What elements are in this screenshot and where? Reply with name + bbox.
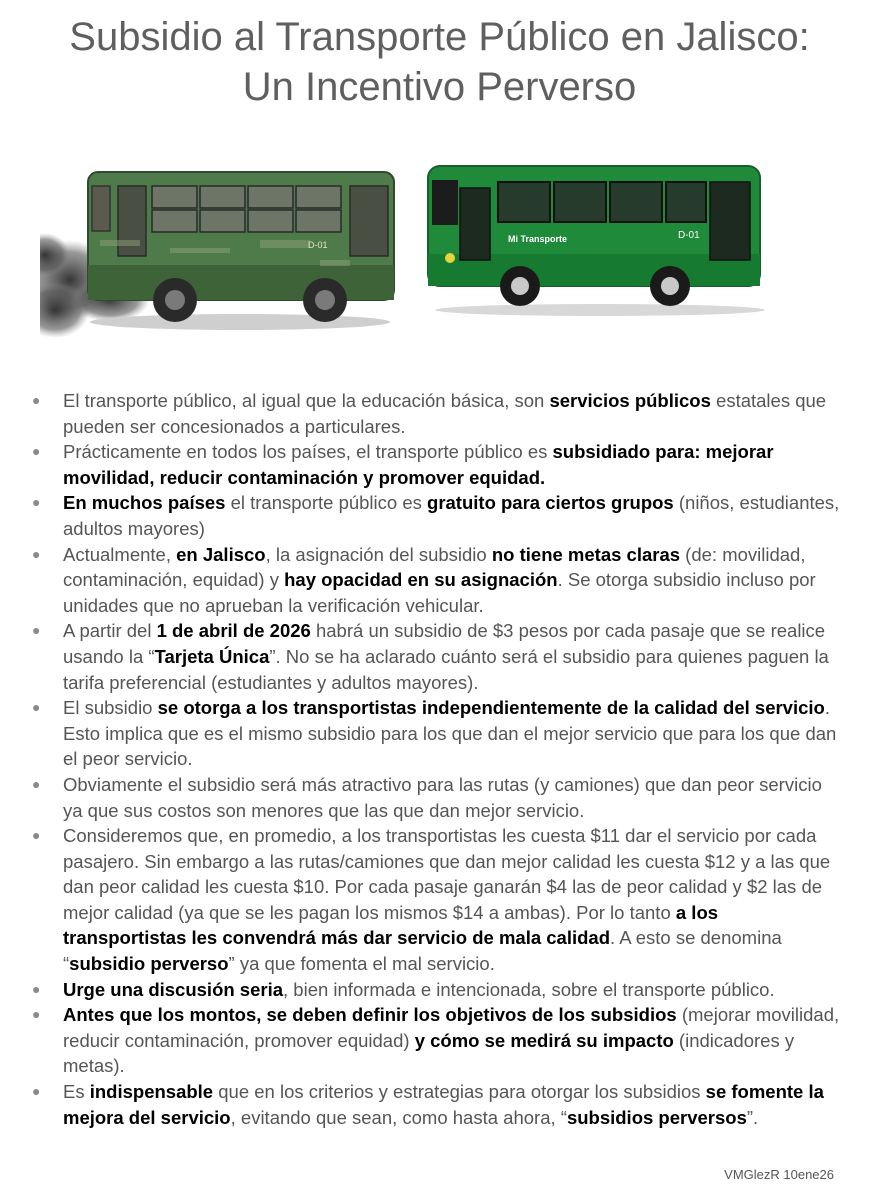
- text-segment: . A esto se denomina “: [63, 927, 782, 975]
- bullet-item: [30, 823, 845, 977]
- bold-text: subsidio perverso: [69, 953, 229, 975]
- bus-brand-label: Mi Transporte: [508, 234, 568, 244]
- text-segment: . Esto implica que es el mismo subsidio para los que dan el mejor servicio que para los que dan el peor servicio.: [63, 697, 837, 770]
- bold-text: 1 de abril de 2026: [156, 620, 311, 642]
- text-segment: (de: movilidad, contaminación, equidad) y: [63, 543, 806, 591]
- text-segment: . Se otorga subsidio incluso por unidades que no aprueban la verificación vehicular.: [63, 569, 816, 616]
- text-segment: Es: [63, 1081, 90, 1103]
- text-segment: El subsidio: [63, 697, 158, 719]
- text-segment: ”. No se ha aclarado cuánto será el subsidio para quienes paguen la tarifa preferencial (estudiantes y adultos mayores).: [63, 645, 829, 693]
- bold-text: gratuito para ciertos grupos: [427, 492, 674, 514]
- bold-text: subsidiado para: mejorar movilidad, reducir contaminación y promover equidad.: [63, 441, 774, 488]
- text-segment: (mejorar movilidad, reducir contaminación, promover equidad): [63, 1004, 840, 1051]
- text-segment: El transporte público, al igual que la educación básica, son: [63, 390, 550, 411]
- bold-text: Antes que los montos, se deben definir los objetivos de los subsidios: [63, 1004, 677, 1026]
- text-segment: Consideremos que, en promedio, a los transportistas les cuesta $11 dar el servicio por cada pasajero. Sin embargo a las rutas/camiones que dan mejor calidad les cuesta $12 y a las que dan peor calidad les cuesta $10. Por cada pasaje ganarán $4 las de peor calidad y $2 las de mejor calidad (ya que se les pagan los mismos $14 a ambas). Por lo tanto: [63, 825, 831, 923]
- bullet-item: [30, 695, 845, 772]
- bus-route-label: D-01: [678, 230, 700, 241]
- text-segment: el transporte público es: [225, 492, 428, 514]
- bold-text: servicios públicos: [549, 390, 711, 411]
- text-segment: Obviamente el subsidio será más atractivo para las rutas (y camiones) que dan peor servicio ya que sus costos son menores que las que dan mejor servicio.: [63, 773, 822, 821]
- bullet-item: [30, 1079, 845, 1130]
- text-segment: , evitando que sean, como hasta ahora, “: [230, 1106, 567, 1128]
- text-segment: Prácticamente en todos los países, el transporte público es: [63, 441, 553, 463]
- bold-text: indispensable: [89, 1081, 214, 1103]
- bullet-item: [30, 490, 845, 541]
- bullet-item: [30, 1002, 845, 1079]
- text-segment: ”.: [746, 1106, 759, 1128]
- bullet-item: [30, 439, 845, 490]
- bold-text: no tiene metas claras: [491, 543, 681, 565]
- page-title: [0, 12, 879, 112]
- author-credit: VMGlezR 10ene26: [724, 1167, 834, 1182]
- text-segment: (niños, estudiantes, adultos mayores): [63, 492, 840, 539]
- text-segment: habrá un subsidio de $3 pesos por cada pasaje que se realice usando la “: [63, 620, 826, 667]
- svg-text:D-01: D-01: [308, 240, 328, 250]
- text-segment: ” ya que fomenta el mal servicio.: [228, 953, 495, 975]
- bullet-item: [30, 618, 845, 695]
- bold-text: en Jalisco: [176, 543, 266, 565]
- bold-text: a los transportistas les convendrá más dar servicio de mala calidad: [63, 901, 719, 949]
- title-line-1: Subsidio al Transporte Público en Jalisco:: [69, 15, 810, 59]
- bold-text: y cómo se medirá su impacto: [414, 1029, 674, 1051]
- text-segment: (indicadores y metas).: [63, 1029, 795, 1077]
- bullet-item: [30, 542, 845, 619]
- bold-text: hay opacidad en su asignación: [284, 569, 558, 591]
- bold-text: se fomente la mejora del servicio: [63, 1081, 824, 1128]
- text-segment: , bien informada e intencionada, sobre el transporte público.: [283, 978, 775, 1000]
- text-segment: estatales que pueden ser concesionados a particulares.: [63, 390, 827, 437]
- bold-text: se otorga a los transportistas independientemente de la calidad del servicio: [157, 697, 825, 719]
- bold-text: subsidios perversos: [566, 1106, 747, 1128]
- bullet-list: [30, 388, 845, 1130]
- title-line-2: Un Incentivo Perverso: [242, 65, 637, 109]
- bold-text: Tarjeta Única: [154, 645, 270, 667]
- bullet-item: [30, 977, 845, 1003]
- new-clean-bus-icon: [420, 158, 770, 323]
- bold-text: En muchos países: [63, 492, 226, 514]
- bold-text: Urge una discusión seria: [63, 978, 284, 1000]
- text-segment: que en los criterios y estrategias para otorgar los subsidios: [213, 1081, 706, 1103]
- text-segment: A partir del: [63, 620, 157, 642]
- text-segment: , la asignación del subsidio: [265, 543, 492, 565]
- bullet-item: [30, 388, 845, 439]
- text-segment: Actualmente,: [63, 543, 177, 565]
- old-polluting-bus-icon: [40, 160, 405, 340]
- bullet-item: [30, 772, 845, 823]
